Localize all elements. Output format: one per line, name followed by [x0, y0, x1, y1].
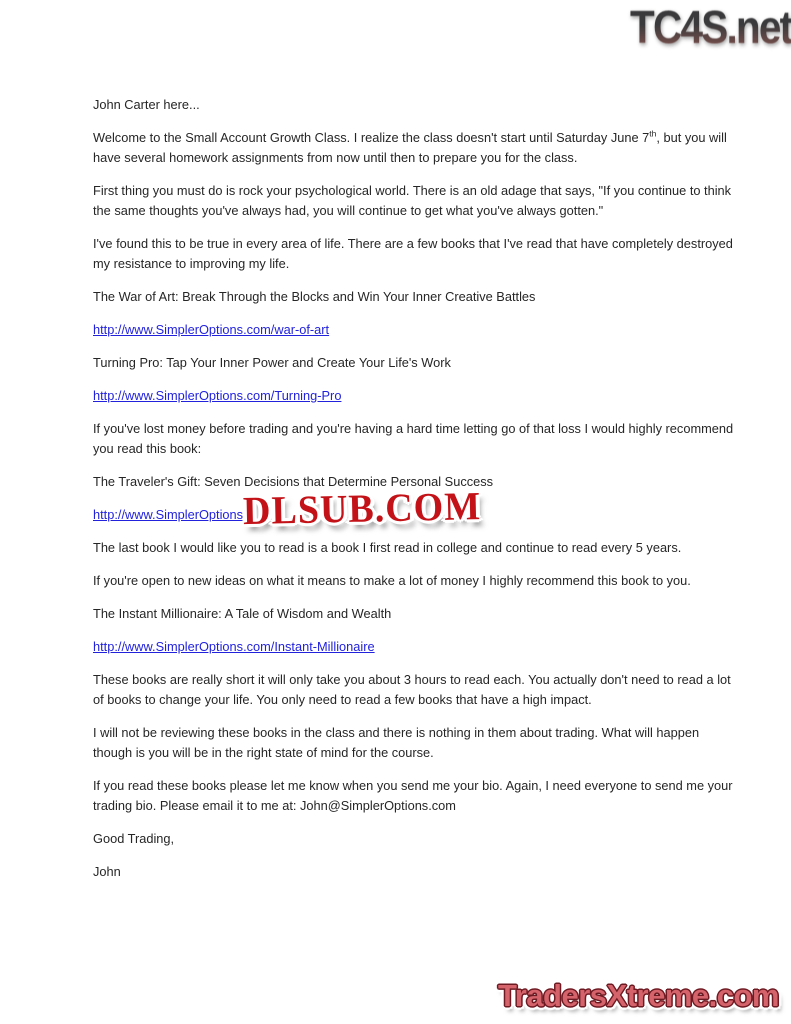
paragraph-link — [93, 386, 738, 406]
dlsub-watermark-logo: DLSUB.COM — [242, 484, 482, 534]
link-war-of-art[interactable]: http://www.SimplerOptions.com/war-of-art — [93, 322, 330, 337]
book-title-turning-pro: Turning Pro: Tap Your Inner Power and Create Your Life's Work — [93, 355, 451, 370]
paragraph-short-books: These books are really short it will only take you about 3 hours to read each. You actually don't need to read a lot of books to change your life. You only need to read a few books that have a high impact. — [93, 672, 731, 707]
book-title-war-of-art: The War of Art: Break Through the Blocks and Win Your Inner Creative Battles — [93, 289, 536, 304]
welcome-text-continued: , but you will have several homework assignments from now until then to prepare you for the class. — [93, 130, 727, 165]
paragraph-welcome — [93, 128, 738, 168]
paragraph-closing: Good Trading, — [93, 831, 175, 846]
paragraph-intro: John Carter here... — [93, 97, 200, 112]
link-turning-pro[interactable]: http://www.SimplerOptions.com/Turning-Pro — [93, 388, 342, 403]
welcome-text: Welcome to the Small Account Growth Class. I realize the class doesn't start until Saturday June 7 — [93, 130, 650, 145]
paragraph-last-book: The last book I would like you to read is a book I first read in college and continue to read every 5 years. — [93, 540, 682, 555]
paragraph-psychological: First thing you must do is rock your psychological world. There is an old adage that says, "If you continue to think the same thoughts you've always had, you will continue to get what you've always gotten." — [93, 183, 732, 218]
paragraph-lost-money: If you've lost money before trading and you're having a hard time letting go of that loss I would highly recommend you read this book: — [93, 421, 734, 456]
paragraph-not-reviewing: I will not be reviewing these books in the class and there is nothing in them about trading. What will happen though is you will be in the right state of mind for the course. — [93, 725, 700, 760]
paragraph-link — [93, 320, 738, 340]
book-title-instant-millionaire: The Instant Millionaire: A Tale of Wisdom and Wealth — [93, 606, 392, 621]
paragraph-send-bio: If you read these books please let me know when you send me your bio. Again, I need everyone to send me your trading bio. Please email it to me at: John@SimplerOptions.com — [93, 778, 733, 813]
paragraph-found-true: I've found this to be true in every area of life. There are a few books that I've read that have completely destroyed my resistance to improving my life. — [93, 236, 733, 271]
paragraph-open-ideas: If you're open to new ideas on what it means to make a lot of money I highly recommend this book to you. — [93, 573, 691, 588]
tc4s-watermark-logo: TC4S.net — [629, 1, 791, 53]
ordinal-superscript: th — [649, 128, 657, 139]
tradersxtreme-watermark-logo: TradersXtreme.com — [498, 978, 779, 1013]
link-travelers-gift-occluded[interactable]: http://www.SimplerOptions. — [93, 507, 247, 522]
paragraph-link — [93, 637, 738, 657]
link-instant-millionaire[interactable]: http://www.SimplerOptions.com/Instant-Millionaire — [93, 639, 375, 654]
paragraph-signature: John — [93, 864, 121, 879]
book-title-travelers-gift: The Traveler's Gift: Seven Decisions that Determine Personal Success — [93, 474, 494, 489]
